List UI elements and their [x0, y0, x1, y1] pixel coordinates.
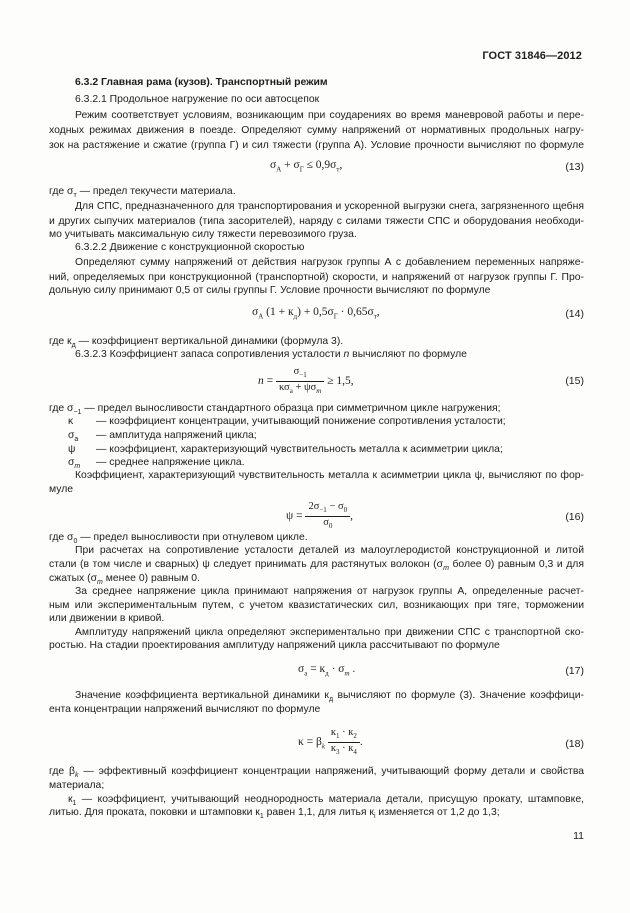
paragraph-line: материала;	[49, 780, 105, 791]
equation-number-15: (15)	[565, 375, 584, 387]
paragraph-line: Определяют сумму напряжений от действия нагрузок группы А с добавлением переменных напряже-	[75, 257, 584, 268]
formula-13: $\sigma_А + \sigma_Г \le 0,9\sigma_т$,	[270, 159, 343, 174]
paragraph-line: и других сыпучих материалов (типа засорителей), наряду с силами тяжести СПС и оборудования необходи-	[49, 216, 584, 227]
page-number: 11	[573, 830, 584, 842]
paragraph-line: Амплитуду напряжений цикла определяют экспериментально при движении СПС с транспортной ско-	[75, 627, 584, 638]
equation-number-17: (17)	[565, 665, 584, 677]
formula-14: $\sigma_А$ $(1 + к_д) + 0,5\sigma_Г \cdot 0,65\sigma_т$,	[252, 306, 380, 321]
paragraph-line: мо учитывать максимальную силу тяжести перевозимого груза.	[49, 229, 357, 240]
paragraph-line: где $\beta_k$ — эффективный коэффициент концентрации напряжений, учитывающий форму детали и свойства	[49, 766, 585, 780]
paragraph-line: дольную силу принимают 0,5 от силы группы Г. Условие прочности вычисляют по формуле	[49, 285, 491, 296]
equation-number-16: (16)	[565, 511, 584, 523]
subsection-6-3-2-2: 6.3.2.2 Движение с конструкционной скоростью	[75, 242, 305, 253]
equation-number-13: (13)	[565, 161, 584, 173]
paragraph-line: ным или экспериментальным путем, с учетом квазистатических сил, возникающих при тяге, торможении	[49, 600, 584, 611]
paragraph-line: ента концентрации напряжений вычисляют по формуле	[49, 704, 321, 715]
formula-18: $\kappa = \beta_k$ $\frac{к_1 \cdot к_2}{к_3 \cdot к_4}$ .	[298, 727, 363, 757]
paragraph-line: При расчетах на сопротивление усталости деталей из малоуглеродистой конструкционной и литой	[75, 545, 584, 556]
paragraph-line: Коэффициент, характеризующий чувствительность металла к асимметрии цикла ψ, вычисляют по фор-	[75, 470, 584, 481]
paragraph-line: стали (в том числе и сварных) ψ следует принимать для растянутых волокон ($\sigma_m$ более 0) равным 0,3 и для	[49, 559, 584, 573]
equation-number-14: (14)	[565, 308, 584, 320]
paragraph-line: Режим соответствует условиям, возникающим при соударениях во время маневровой работы и пере-	[75, 110, 584, 121]
definition-kappa: κ — коэффициент концентрации, учитывающий понижение сопротивления усталости;	[68, 416, 506, 427]
paragraph-line: ростью. На стадии проектирования амплитуду напряжений цикла рассчитывают по формуле	[49, 640, 500, 651]
section-title: 6.3.2 Главная рама (кузов). Транспортный режим	[75, 77, 328, 88]
paragraph-line: За среднее напряжение цикла принимают напряжения от нагрузок группы А, определенные расчет-	[75, 586, 584, 597]
formula-16: ψ = $\frac{2\sigma_{-1} - \sigma_0}{\sigma_0}$ ,	[286, 501, 354, 531]
paragraph-line: ходных режимах движения в поезде. Определяют сумму напряжений от нормативных продольных нагру-	[49, 125, 584, 136]
standard-header: ГОСТ 31846—2012	[482, 50, 582, 62]
definition-sigma-m: $\sigma_m$ — среднее напряжение цикла.	[68, 457, 245, 471]
where-sigma-t: где $\sigma_т$ — предел текучести материала.	[49, 186, 236, 200]
where-k-d: где $к_д$ — коэффициент вертикальной динамики (формула 3).	[49, 336, 344, 350]
where-sigma-0: где $\sigma_0$ — предел выносливости при отнулевом цикле.	[49, 532, 308, 546]
paragraph-line: литью. Для проката, поковки и штамповки $к_1$ равен 1,1, для литья $к_i$ изменяется от 1,2 до 1,3;	[49, 807, 500, 821]
paragraph-line: ний, определяемых при конструкционной (транспортной) скорости, и напряжений от нагрузок группы Г. Про-	[49, 272, 584, 283]
paragraph-line: $к_1$ — коэффициент, учитывающий неоднородность материала детали, присущую прокату, штамповке,	[68, 794, 584, 808]
subsection-6-3-2-3: 6.3.2.3 Коэффициент запаса сопротивления усталости n вычисляют по формуле	[75, 349, 467, 360]
paragraph-line: сжатых ($\sigma_m$ менее 0) равным 0.	[49, 573, 200, 587]
formula-17: $\sigma_а = к_д \cdot \sigma_m$ .	[298, 663, 356, 678]
paragraph-line: муле	[49, 484, 74, 495]
paragraph-line: зок на растяжение и сжатие (группа Г) и сил тяжести (группа А). Условие прочности вычисляют по формуле	[49, 140, 584, 151]
definition-sigma-a: $\sigma_а$ — амплитуда напряжений цикла;	[68, 430, 257, 444]
subsection-6-3-2-1: 6.3.2.1 Продольное нагружение по оси автосцепок	[75, 94, 320, 105]
definition-sigma-minus-1: где $\sigma_{-1}$ — предел выносливости стандартного образца при симметричном цикле нагружения;	[49, 403, 501, 417]
equation-number-18: (18)	[565, 738, 584, 750]
paragraph-line: или движении в кривой.	[49, 613, 165, 624]
formula-15: n = $\frac{\sigma_{-1}}{\kappa\sigma_а + \psi\sigma_m}$ ≥ 1,5,	[258, 366, 354, 396]
definition-psi: ψ — коэффициент, характеризующий чувствительность металла к асимметрии цикла;	[68, 444, 503, 455]
paragraph-line: Для СПС, предназначенного для транспортирования и ускоренной выгрузки снега, загрязненного щебня	[75, 201, 584, 212]
paragraph-line: Значение коэффициента вертикальной динамики $к_д$ вычисляют по формуле (3). Значение коэффици-	[75, 690, 585, 704]
